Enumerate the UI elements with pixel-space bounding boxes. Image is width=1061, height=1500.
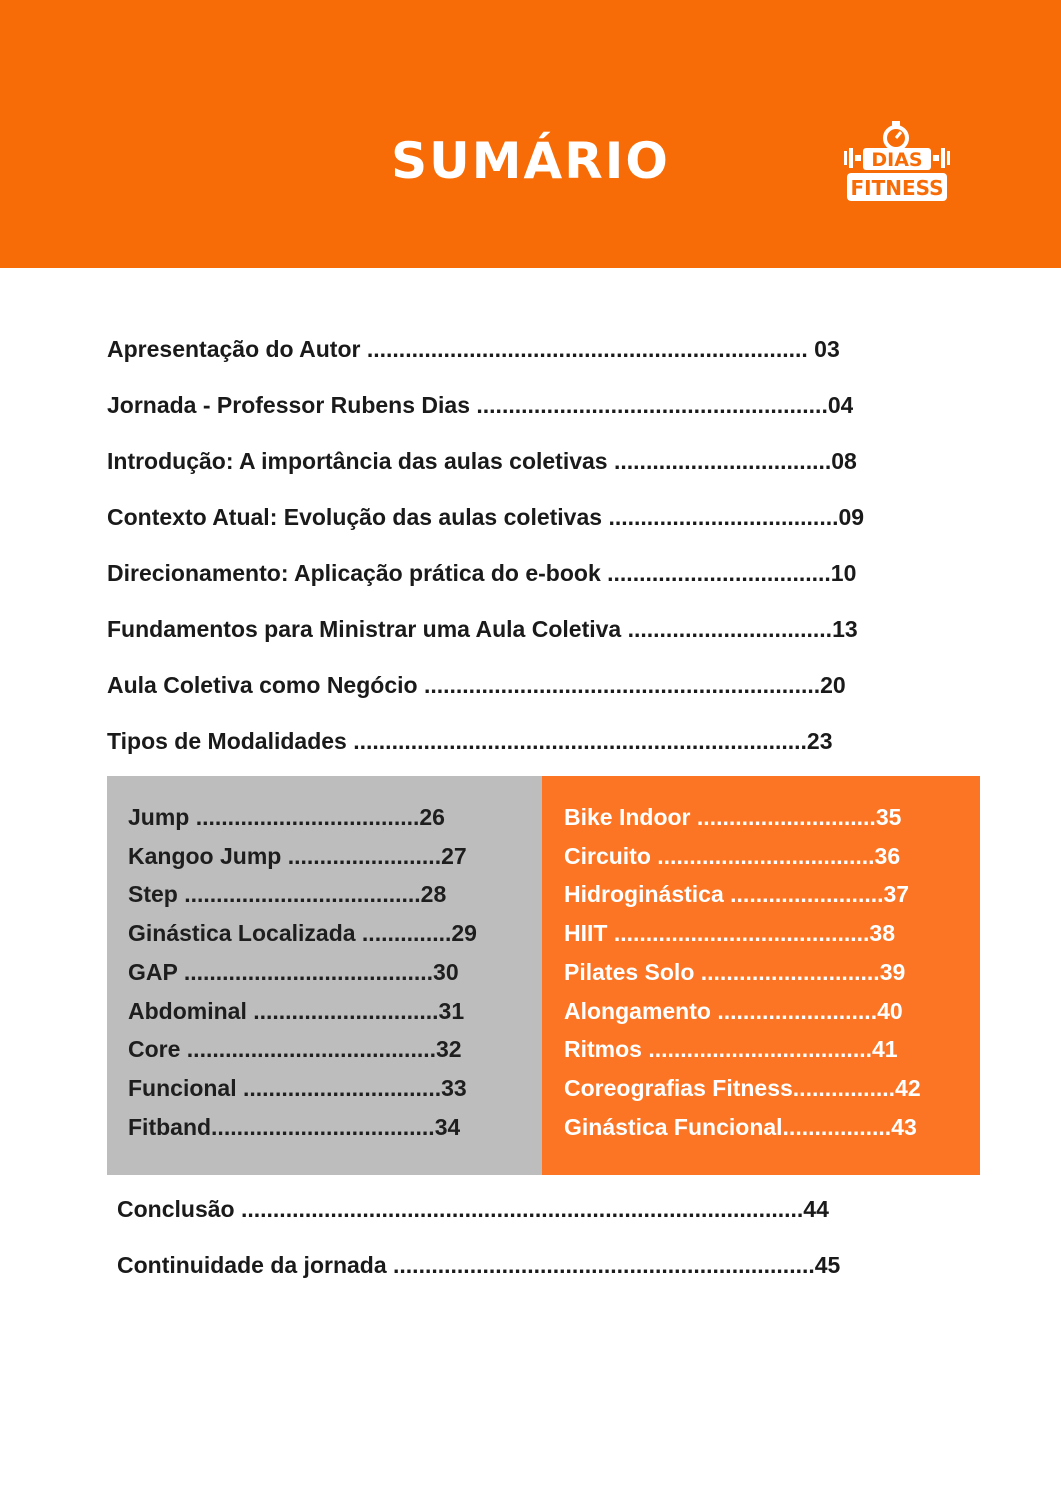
modality-entry[interactable]: Abdominal .............................31 (128, 998, 465, 1024)
toc-entry[interactable]: Fundamentos para Ministrar uma Aula Coletiva ................................13 (107, 616, 858, 642)
modality-entry[interactable]: Hidroginástica ........................37 (564, 881, 910, 907)
modality-entry[interactable]: Alongamento .........................40 (564, 998, 903, 1024)
modality-entry[interactable]: HIIT ........................................38 (564, 920, 896, 946)
svg-text:DIAS: DIAS (871, 149, 923, 171)
toc-entry[interactable]: Introdução: A importância das aulas coletivas ..................................08 (107, 448, 857, 474)
toc-entry[interactable]: Direcionamento: Aplicação prática do e-book ...................................10 (107, 560, 857, 586)
dumbbell-stopwatch-icon (838, 118, 956, 208)
toc-entry[interactable]: Jornada - Professor Rubens Dias .......................................................04 (107, 392, 854, 418)
modality-entry[interactable]: Bike Indoor ............................35 (564, 804, 902, 830)
toc-entry[interactable]: Contexto Atual: Evolução das aulas coletivas ....................................09 (107, 504, 865, 530)
toc-entry[interactable]: Conclusão ........................................................................................44 (117, 1196, 829, 1222)
modality-entry[interactable]: Core .......................................32 (128, 1036, 462, 1062)
modality-entry[interactable]: Step .....................................28 (128, 881, 447, 907)
toc-entry[interactable]: Aula Coletiva como Negócio ..............................................................20 (107, 672, 846, 698)
modality-entry[interactable]: Ginástica Funcional.................43 (564, 1114, 917, 1140)
toc-entry[interactable]: Continuidade da jornada ..................................................................45 (117, 1252, 841, 1278)
modality-entry[interactable]: Coreografias Fitness................42 (564, 1075, 921, 1101)
svg-text:FITNESS: FITNESS (850, 176, 944, 200)
modality-entry[interactable]: Jump ...................................26 (128, 804, 445, 830)
toc-entry[interactable]: Apresentação do Autor ..................................................................... 03 (107, 336, 840, 362)
modality-entry[interactable]: Ginástica Localizada ..............29 (128, 920, 477, 946)
modality-entry[interactable]: Funcional ...............................33 (128, 1075, 467, 1101)
modality-entry[interactable]: Ritmos ...................................41 (564, 1036, 898, 1062)
dias-fitness-logo (838, 118, 956, 208)
header-banner (0, 0, 1061, 268)
modality-entry[interactable]: Kangoo Jump ........................27 (128, 843, 467, 869)
modality-entry[interactable]: Circuito ..................................36 (564, 843, 901, 869)
modality-entry[interactable]: Pilates Solo ............................39 (564, 959, 906, 985)
modality-entry[interactable]: Fitband...................................34 (128, 1114, 461, 1140)
page-title: SUMÁRIO (391, 132, 670, 190)
toc-entry[interactable]: Tipos de Modalidades .......................................................................23 (107, 728, 833, 754)
modality-entry[interactable]: GAP .......................................30 (128, 959, 459, 985)
